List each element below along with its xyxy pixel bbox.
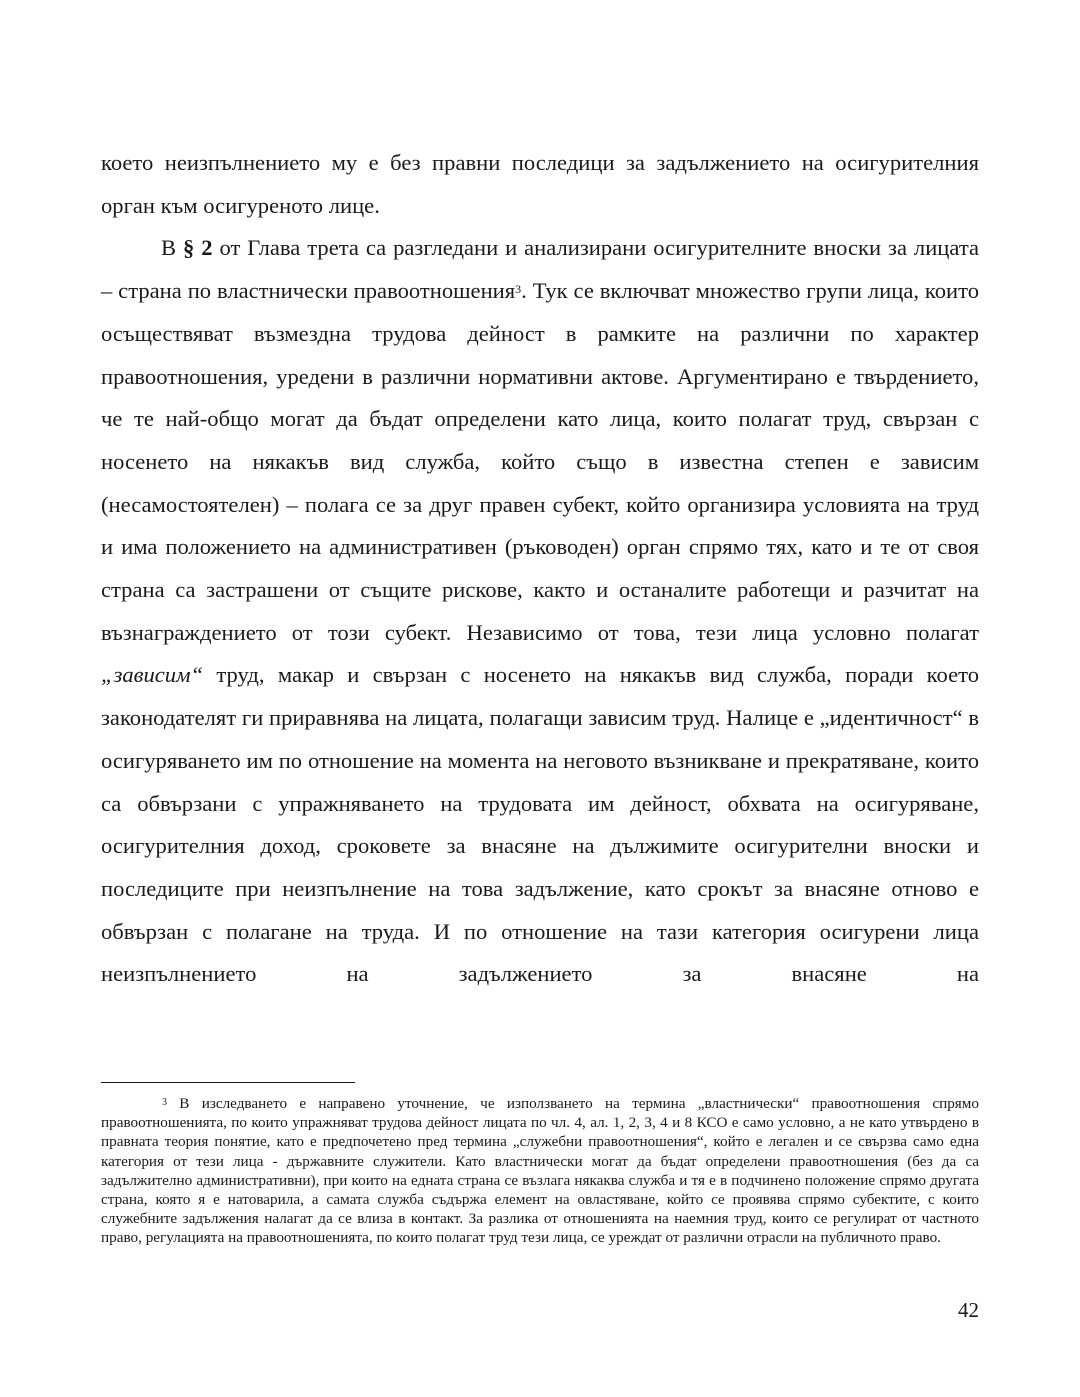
paragraph-continuation: което неизпълнението му е без правни последици за задължението на осигурителния орган към осигуреното лице. bbox=[101, 150, 979, 218]
italic-term: „зависим“ bbox=[101, 662, 204, 688]
paragraph-text-part-3: труд, макар и свързан с носенето на някакъв вид служба, поради което законодателят ги приравнява на лицата, полагащи зависим труд. Налице е „идентичност“ в осигуряването им по отношение на момента на неговото възникване и прекратяване, които са обвързани с упражняването на трудовата им дейност, обхвата на осигуряване, осигурителния доход, сроковете за внасяне на дължимите осигурителни вноски и последиците при неизпълнение на това задължение, като срокът за внасяне отново е обвързан с полагане на труда. И по отношение на тази категория осигурени лица неизпълнението на задължението за внасяне на bbox=[101, 662, 979, 987]
paragraph-prefix: В bbox=[161, 235, 183, 261]
footnote-number: 3 bbox=[162, 1097, 167, 1108]
footnote-body: В изследването е направено уточнение, че използването на термина „властнически“ правоотношения спрямо правоотношенията, по които упражняват трудова дейност лицата по чл. 4, ал. 1, 2, 3, 4 и 8 КСО е само условно, а не като утвърдено в правната теория понятие, като е предпочетено пред термина „служебни правоотношения“, който е легален и се свързва само една категория от тези лица - държавните служители. Като властнически могат да бъдат определени правоотношения (без да са задължително административни), при които на едната страна се възлага някаква служба и тя е в подчинено положение спрямо другата страна, която я е натоварила, а самата служба съдържа елемент на овластяване, който се проявява спрямо субектите, с които служебните задължения налагат да се влиза в контакт. За разлика от отношенията на наемния труд, които се регулират от частното право, регулацията на правоотношенията, по които полагат труд тези лица, се уреждат от различни отрасли на публичното право. bbox=[101, 1095, 979, 1247]
paragraph-section-2 bbox=[101, 227, 979, 996]
page-body bbox=[101, 142, 979, 996]
section-reference: § 2 bbox=[183, 235, 213, 261]
footnote-separator bbox=[101, 1082, 355, 1083]
footnote-reference[interactable]: 3 bbox=[515, 282, 522, 297]
paragraph-text-part-1: от Глава трета са разгледани и анализирани осигурителните вноски за лицата – страна по властнически правоотношения bbox=[101, 235, 979, 304]
footnote bbox=[101, 1094, 979, 1248]
footnote-text bbox=[101, 1094, 979, 1248]
main-text bbox=[101, 142, 979, 996]
page-number: 42 bbox=[958, 1298, 979, 1322]
paragraph-text-part-2: . Тук се включват множество групи лица, които осъществяват възмездна трудова дейност в рамките на различни по характер правоотношения, уредени в различни нормативни актове. Аргументирано е твърдението, че те най-общо могат да бъдат определени като лица, които полагат труд, свързан с носенето на някакъв вид служба, който също в известна степен е зависим (несамостоятелен) – полага се за друг правен субект, който организира условията на труд и има положението на административен (ръководен) орган спрямо тях, като и те от своя страна са застрашени от същите рискове, както и останалите работещи и разчитат на възнаграждението от този субект. Независимо от това, тези лица условно полагат bbox=[101, 278, 979, 645]
